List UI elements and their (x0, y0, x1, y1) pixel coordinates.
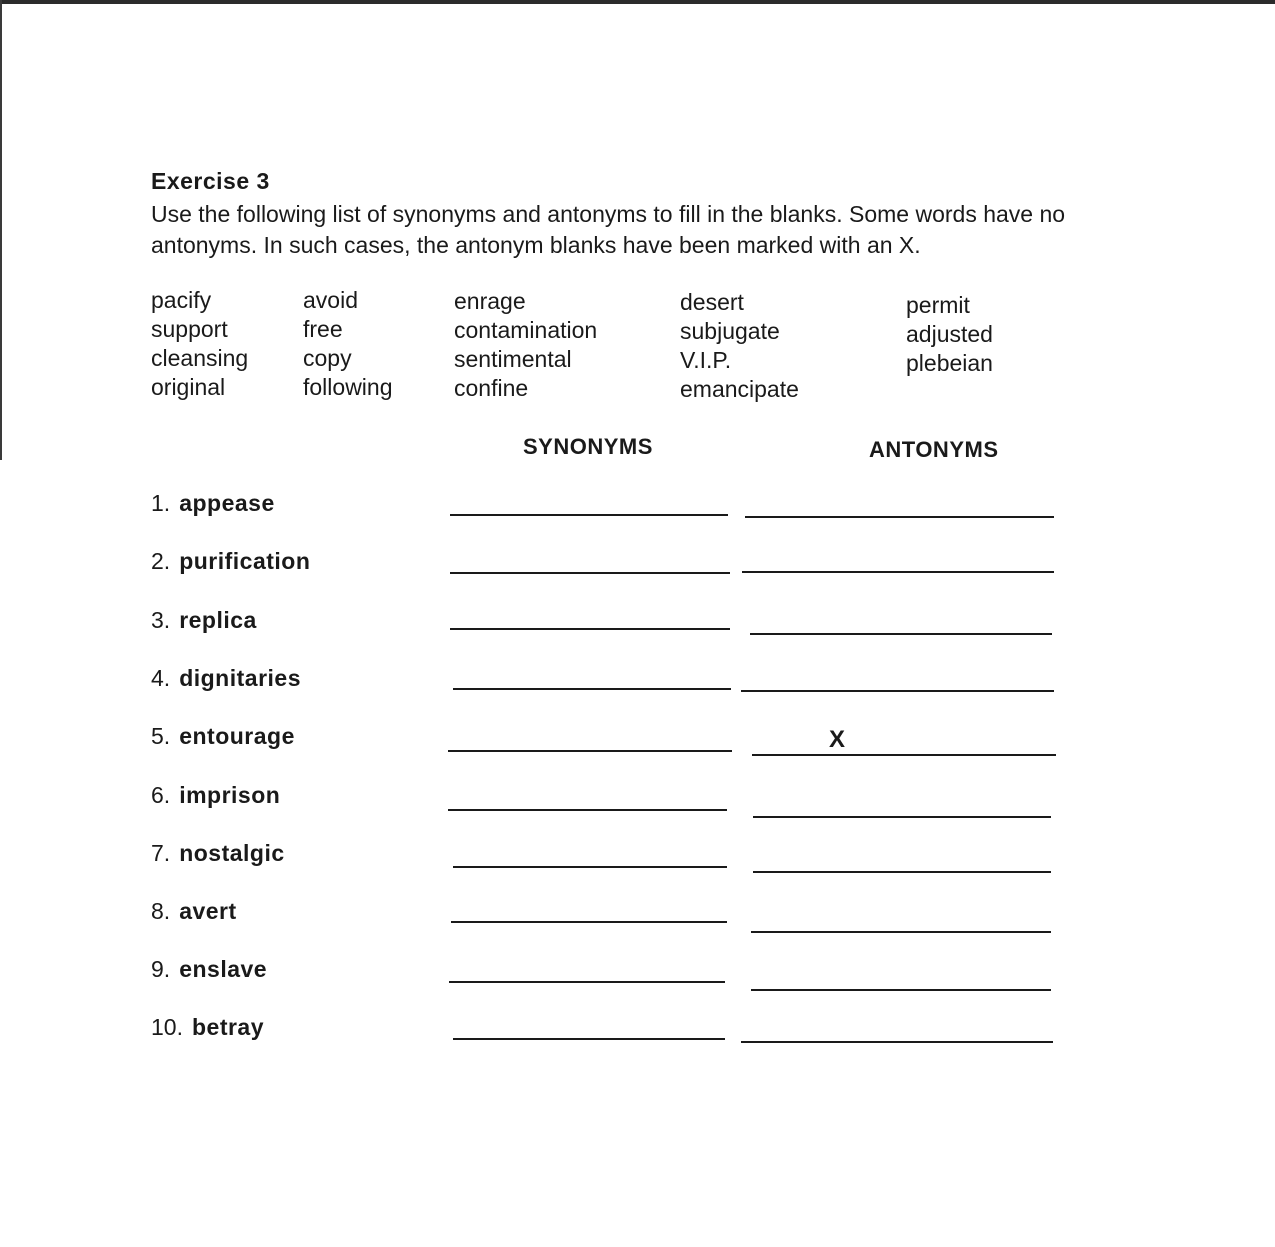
question-number: 1. (151, 490, 171, 516)
word-bank-item: original (151, 374, 226, 400)
question-number: 4. (151, 665, 171, 691)
word-bank-column-1 (151, 286, 248, 402)
question-word: avert (179, 898, 237, 924)
question-5 (151, 723, 295, 750)
synonym-blank-5[interactable] (448, 750, 732, 752)
word-bank-item: V.I.P. (680, 347, 732, 373)
question-3 (151, 607, 257, 634)
antonym-blank-3[interactable] (750, 633, 1052, 635)
synonym-blank-3[interactable] (450, 628, 730, 630)
question-word: nostalgic (179, 840, 285, 866)
word-bank-item: free (303, 316, 343, 342)
word-bank-item: subjugate (680, 318, 780, 344)
exercise-title: Exercise 3 (151, 168, 270, 194)
question-word: purification (179, 548, 311, 574)
antonym-blank-10[interactable] (741, 1041, 1053, 1043)
question-word: imprison (179, 782, 281, 808)
word-bank-item: support (151, 316, 228, 342)
word-bank-column-2 (303, 286, 393, 402)
word-bank-column-5 (906, 291, 993, 378)
word-bank-item: contamination (454, 317, 598, 343)
question-word: betray (191, 1014, 265, 1040)
scan-edge-left (0, 0, 2, 460)
word-bank-column-4 (680, 288, 799, 404)
question-number: 3. (151, 607, 171, 633)
question-4 (151, 665, 301, 692)
question-7 (151, 840, 285, 867)
antonym-blank-8[interactable] (751, 931, 1051, 933)
synonym-blank-2[interactable] (450, 572, 730, 574)
question-number: 7. (151, 840, 171, 866)
question-word: enslave (179, 956, 268, 982)
question-9 (151, 956, 267, 983)
word-bank-item: permit (906, 292, 970, 318)
word-bank-item: sentimental (454, 346, 572, 372)
question-number: 10. (151, 1014, 183, 1040)
word-bank-item: following (303, 374, 393, 400)
word-bank-item: avoid (303, 287, 358, 313)
synonym-blank-8[interactable] (451, 921, 727, 923)
synonym-blank-7[interactable] (453, 866, 727, 868)
synonym-blank-10[interactable] (453, 1038, 725, 1040)
question-number: 6. (151, 782, 171, 808)
antonym-blank-1[interactable] (745, 516, 1054, 518)
question-word: dignitaries (179, 665, 301, 691)
antonyms-header: ANTONYMS (869, 437, 999, 462)
word-bank-item: pacify (151, 287, 212, 313)
scan-edge-top (0, 0, 1275, 4)
synonym-blank-6[interactable] (448, 809, 727, 811)
synonyms-header: SYNONYMS (523, 434, 653, 459)
question-number: 9. (151, 956, 171, 982)
synonym-blank-1[interactable] (450, 514, 728, 516)
antonym-blank-6[interactable] (753, 816, 1051, 818)
question-number: 8. (151, 898, 171, 924)
word-bank-item: enrage (454, 288, 526, 314)
question-2 (151, 548, 310, 575)
question-1 (151, 490, 275, 517)
word-bank-item: adjusted (906, 321, 993, 347)
question-number: 2. (151, 548, 171, 574)
synonym-blank-4[interactable] (453, 688, 731, 690)
antonym-blank-5[interactable] (752, 754, 1056, 756)
question-word: replica (179, 607, 257, 633)
word-bank-item: cleansing (151, 345, 249, 371)
question-number: 5. (151, 723, 171, 749)
antonym-not-applicable-mark: X (829, 726, 846, 753)
question-10 (151, 1014, 264, 1041)
synonym-blank-9[interactable] (449, 981, 725, 983)
word-bank-column-3 (454, 287, 597, 403)
word-bank-item: copy (303, 345, 352, 371)
antonym-blank-4[interactable] (741, 690, 1054, 692)
antonym-blank-7[interactable] (753, 871, 1051, 873)
word-bank-item: plebeian (906, 350, 993, 376)
exercise-instructions: Use the following list of synonyms and antonyms to fill in the blanks. Some words have no antonyms. In such cases, the antonym blanks have been marked with an X. (151, 201, 1066, 258)
word-bank-item: emancipate (680, 376, 799, 402)
question-6 (151, 782, 280, 809)
question-word: appease (179, 490, 275, 516)
word-bank-item: desert (680, 289, 744, 315)
word-bank-item: confine (454, 375, 529, 401)
antonym-blank-9[interactable] (751, 989, 1051, 991)
antonym-blank-2[interactable] (742, 571, 1054, 573)
question-word: entourage (179, 723, 295, 749)
question-8 (151, 898, 237, 925)
